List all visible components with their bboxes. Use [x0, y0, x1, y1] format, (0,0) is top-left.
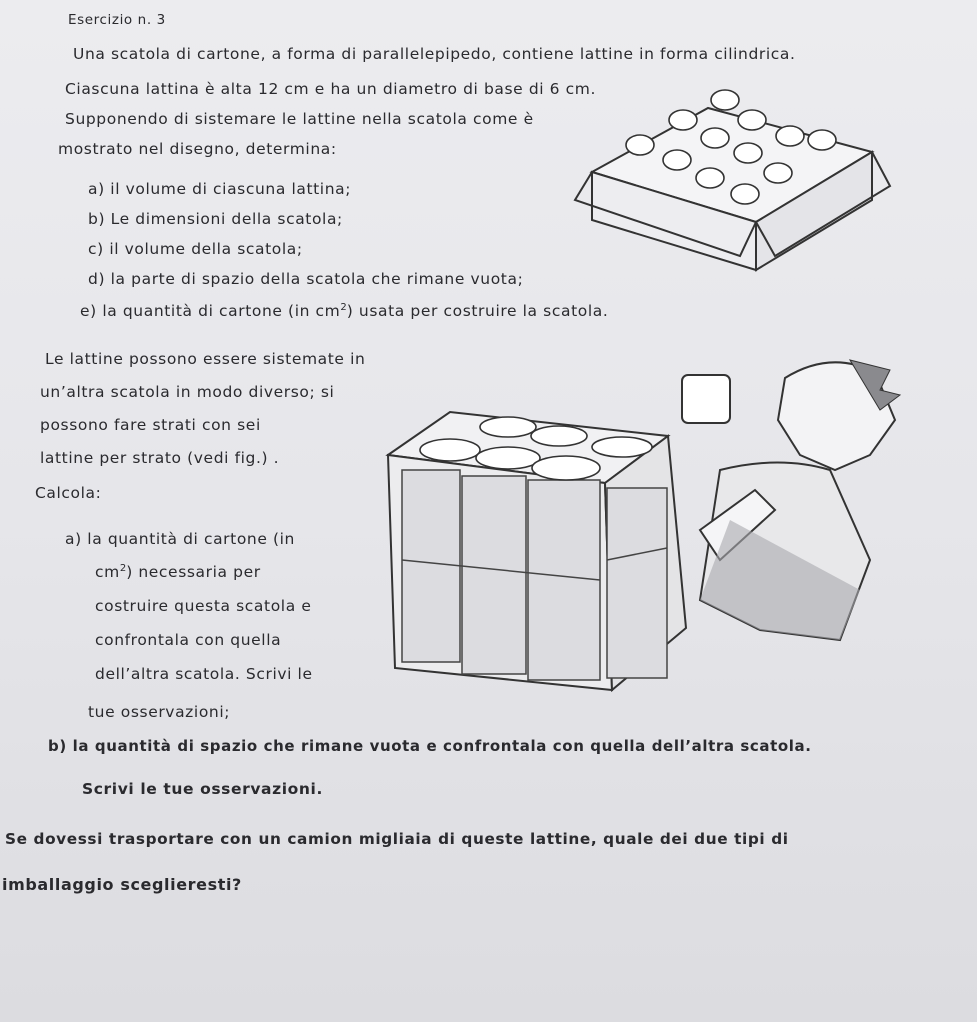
part2-line-4: lattine per strato (vedi fig.) . [40, 449, 280, 467]
part2-line-2: un’altra scatola in modo diverso; si [40, 383, 335, 401]
part2-item-a-line-6: tue osservazioni; [88, 703, 231, 721]
part2-item-a-line-1: a) la quantità di cartone (in [65, 530, 295, 548]
final-question-line-2: imballaggio sceglieresti? [2, 875, 242, 894]
part2-item-a-line-5: dell’altra scatola. Scrivi le [95, 665, 313, 683]
item-d: d) la parte di spazio della scatola che rimane vuota; [88, 270, 524, 288]
part2-calcola: Calcola: [35, 484, 102, 502]
intro-line-1: Una scatola di cartone, a forma di parallelepipedo, contiene lattine in forma cilindrica. [73, 45, 796, 63]
part2-item-a-line-3: costruire questa scatola e [95, 597, 312, 615]
item-e: e) la quantità di cartone (in $cm^2$) usata per costruire la scatola. [80, 302, 609, 320]
intro-line-3: Supponendo di sistemare le lattine nella scatola come è [65, 110, 534, 128]
final-question-line-1: Se dovessi trasportare con un camion migliaia di queste lattine, quale dei due tipi di [5, 830, 789, 848]
item-c: c) il volume della scatola; [88, 240, 303, 258]
exercise-title: Esercizio n. 3 [68, 12, 166, 28]
part2-item-a-unit: $cm^2$) necessaria per [95, 563, 261, 581]
part2-item-b-line-1: b) la quantità di spazio che rimane vuota e confrontala con quella dell’altra scatola. [48, 737, 812, 755]
part2-item-a-line-4: confrontala con quella [95, 631, 282, 649]
part2-line-1: Le lattine possono essere sistemate in [45, 350, 366, 368]
part2-item-b-line-2: Scrivi le tue osservazioni. [82, 780, 323, 798]
part2-line-3: possono fare strati con sei [40, 416, 261, 434]
intro-line-4: mostrato nel disegno, determina: [58, 140, 337, 158]
intro-line-2: Ciascuna lattina è alta 12 cm e ha un diametro di base di 6 cm. [65, 80, 597, 98]
item-b: b) Le dimensioni della scatola; [88, 210, 343, 228]
item-a: a) il volume di ciascuna lattina; [88, 180, 352, 198]
